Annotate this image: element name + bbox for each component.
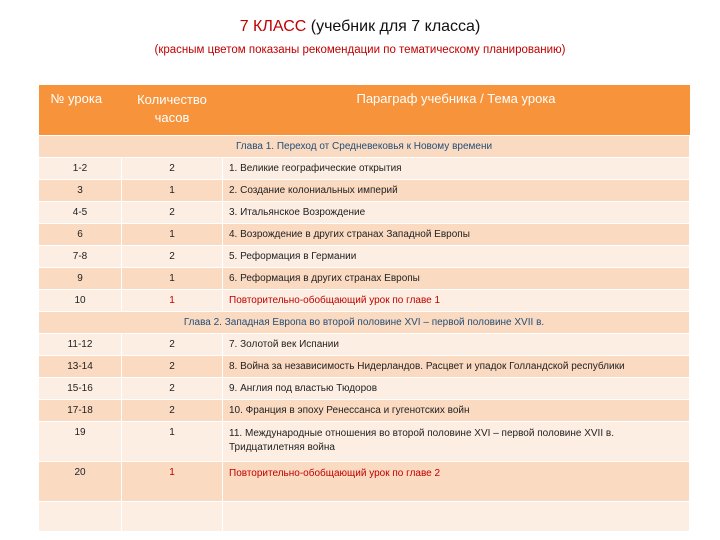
chapter-row	[39, 312, 690, 334]
empty-row	[39, 502, 690, 532]
lesson-number: 1-2	[39, 158, 122, 180]
topic-cell: 11. Международные отношения во второй половине XVI – первой половине XVII в. Тридцатилетняя война	[223, 422, 690, 462]
table-row	[39, 462, 690, 502]
hours-count: 1	[122, 290, 223, 312]
topic-cell: 2. Создание колониальных империй	[223, 180, 690, 202]
hours-count: 2	[122, 400, 223, 422]
lesson-number: 11-12	[39, 334, 122, 356]
table-row	[39, 400, 690, 422]
empty-cell	[223, 502, 690, 532]
empty-cell	[39, 502, 122, 532]
table-row	[39, 224, 690, 246]
hours-count: 1	[122, 268, 223, 290]
table-row	[39, 422, 690, 462]
header-topic: Параграф учебника / Тема урока	[223, 85, 690, 136]
table-row	[39, 268, 690, 290]
topic-cell: 5. Реформация в Германии	[223, 246, 690, 268]
chapter-2-title: Глава 2. Западная Европа во второй половине XVI – первой половине XVII в.	[39, 312, 690, 334]
title-grade: 7 КЛАСС	[239, 18, 307, 35]
lesson-number: 20	[39, 462, 122, 502]
lesson-number: 4-5	[39, 202, 122, 224]
table-row	[39, 202, 690, 224]
table-row	[39, 356, 690, 378]
table-row	[39, 246, 690, 268]
topic-cell: 7. Золотой век Испании	[223, 334, 690, 356]
table-header-row	[39, 85, 690, 136]
lesson-number: 19	[39, 422, 122, 462]
hours-count: 2	[122, 378, 223, 400]
table-row	[39, 334, 690, 356]
page-title	[0, 18, 720, 36]
topic-cell: 8. Война за независимость Нидерландов. Расцвет и упадок Голландской республики	[223, 356, 690, 378]
hours-count: 1	[122, 462, 223, 502]
lesson-number: 7-8	[39, 246, 122, 268]
lesson-number: 6	[39, 224, 122, 246]
hours-count: 1	[122, 422, 223, 462]
hours-count: 2	[122, 356, 223, 378]
table-row	[39, 180, 690, 202]
header-lesson: № урока	[39, 85, 122, 136]
lesson-number: 13-14	[39, 356, 122, 378]
lesson-number: 15-16	[39, 378, 122, 400]
hours-count: 1	[122, 180, 223, 202]
lesson-number: 10	[39, 290, 122, 312]
empty-cell	[122, 502, 223, 532]
topic-cell: 1. Великие географические открытия	[223, 158, 690, 180]
topic-cell: 4. Возрождение в других странах Западной Европы	[223, 224, 690, 246]
lesson-plan-table	[38, 84, 690, 532]
title-rest: (учебник для 7 класса)	[306, 18, 481, 35]
lesson-number: 3	[39, 180, 122, 202]
topic-cell: 9. Англия под властью Тюдоров	[223, 378, 690, 400]
table-row	[39, 290, 690, 312]
review-lesson-topic: Повторительно-обобщающий урок по главе 2	[223, 462, 690, 502]
table-row	[39, 378, 690, 400]
table-row	[39, 158, 690, 180]
chapter-row	[39, 136, 690, 158]
hours-count: 1	[122, 224, 223, 246]
chapter-1-title: Глава 1. Переход от Средневековья к Новому времени	[39, 136, 690, 158]
lesson-number: 9	[39, 268, 122, 290]
page-subtitle: (красным цветом показаны рекомендации по тематическому планированию)	[154, 44, 566, 56]
lesson-number: 17-18	[39, 400, 122, 422]
hours-count: 2	[122, 202, 223, 224]
review-lesson-topic: Повторительно-обобщающий урок по главе 1	[223, 290, 690, 312]
topic-cell: 6. Реформация в других странах Европы	[223, 268, 690, 290]
hours-count: 2	[122, 158, 223, 180]
header-hours: Количество часов	[122, 85, 223, 136]
hours-count: 2	[122, 246, 223, 268]
hours-count: 2	[122, 334, 223, 356]
topic-cell: 10. Франция в эпоху Ренессанса и гугенотских войн	[223, 400, 690, 422]
topic-cell: 3. Итальянское Возрождение	[223, 202, 690, 224]
